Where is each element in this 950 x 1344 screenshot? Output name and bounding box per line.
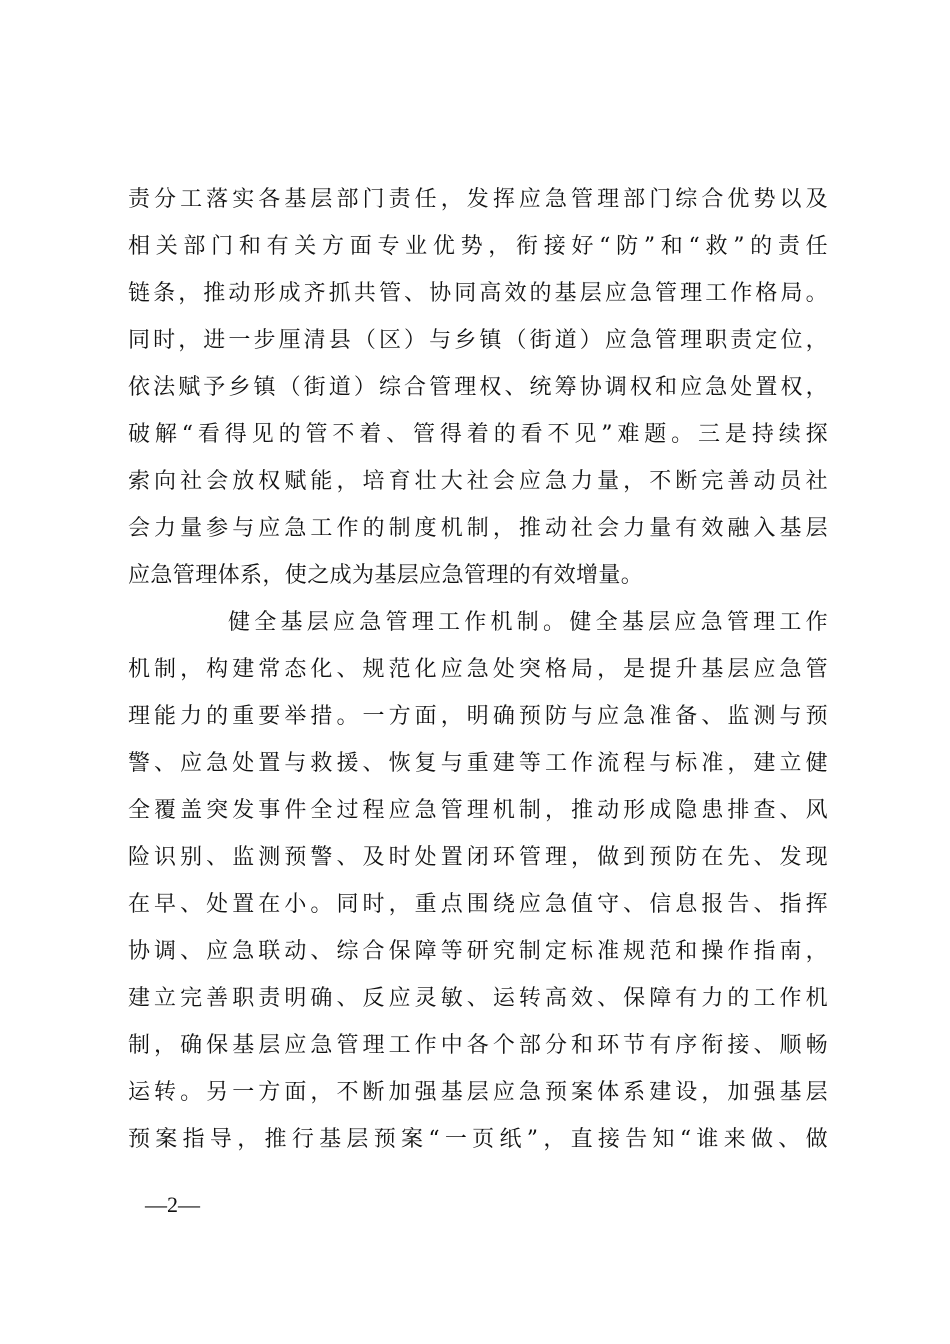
text-line: 相关部门和有关方面专业优势，衔接好“防”和“救”的责任 [128,234,828,259]
text-line: 机制，构建常态化、规范化应急处突格局，是提升基层应急管 [128,657,828,682]
text-line: 索向社会放权赋能，培育壮大社会应急力量，不断完善动员社 [128,469,828,494]
text-line: 责分工落实各基层部门责任，发挥应急管理部门综合优势以及 [128,187,828,212]
section-heading-line: 健全基层应急管理工作机制。健全基层应急管理工作 [228,610,828,635]
text-line: 链条，推动形成齐抓共管、协同高效的基层应急管理工作格局。 [128,281,828,306]
text-line: 依法赋予乡镇（街道）综合管理权、统筹协调权和应急处置权， [128,375,828,400]
text-line: 协调、应急联动、综合保障等研究制定标准规范和操作指南， [128,939,828,964]
text-line: 制，确保基层应急管理工作中各个部分和环节有序衔接、顺畅 [128,1033,828,1058]
text-line: 险识别、监测预警、及时处置闭环管理，做到预防在先、发现 [128,845,828,870]
text-line: 会力量参与应急工作的制度机制，推动社会力量有效融入基层 [128,516,828,541]
text-line: 警、应急处置与救援、恢复与重建等工作流程与标准，建立健 [128,751,828,776]
text-line: 理能力的重要举措。一方面，明确预防与应急准备、监测与预 [128,704,828,729]
text-line: 全覆盖突发事件全过程应急管理机制，推动形成隐患排查、风 [128,798,828,823]
text-line: 建立完善职责明确、反应灵敏、运转高效、保障有力的工作机 [128,986,828,1011]
text-line: 预案指导，推行基层预案“一页纸”，直接告知“谁来做、做 [128,1127,828,1152]
text-line: 运转。另一方面，不断加强基层应急预案体系建设，加强基层 [128,1080,828,1105]
text-line: 在早、处置在小。同时，重点围绕应急值守、信息报告、指挥 [128,892,828,917]
text-line: 同时，进一步厘清县（区）与乡镇（街道）应急管理职责定位， [128,328,828,353]
text-line: 破解“看得见的管不着、管得着的看不见”难题。三是持续探 [128,422,828,447]
text-line: 应急管理体系，使之成为基层应急管理的有效增量。 [128,563,644,588]
page-number: —2— [145,1192,200,1217]
